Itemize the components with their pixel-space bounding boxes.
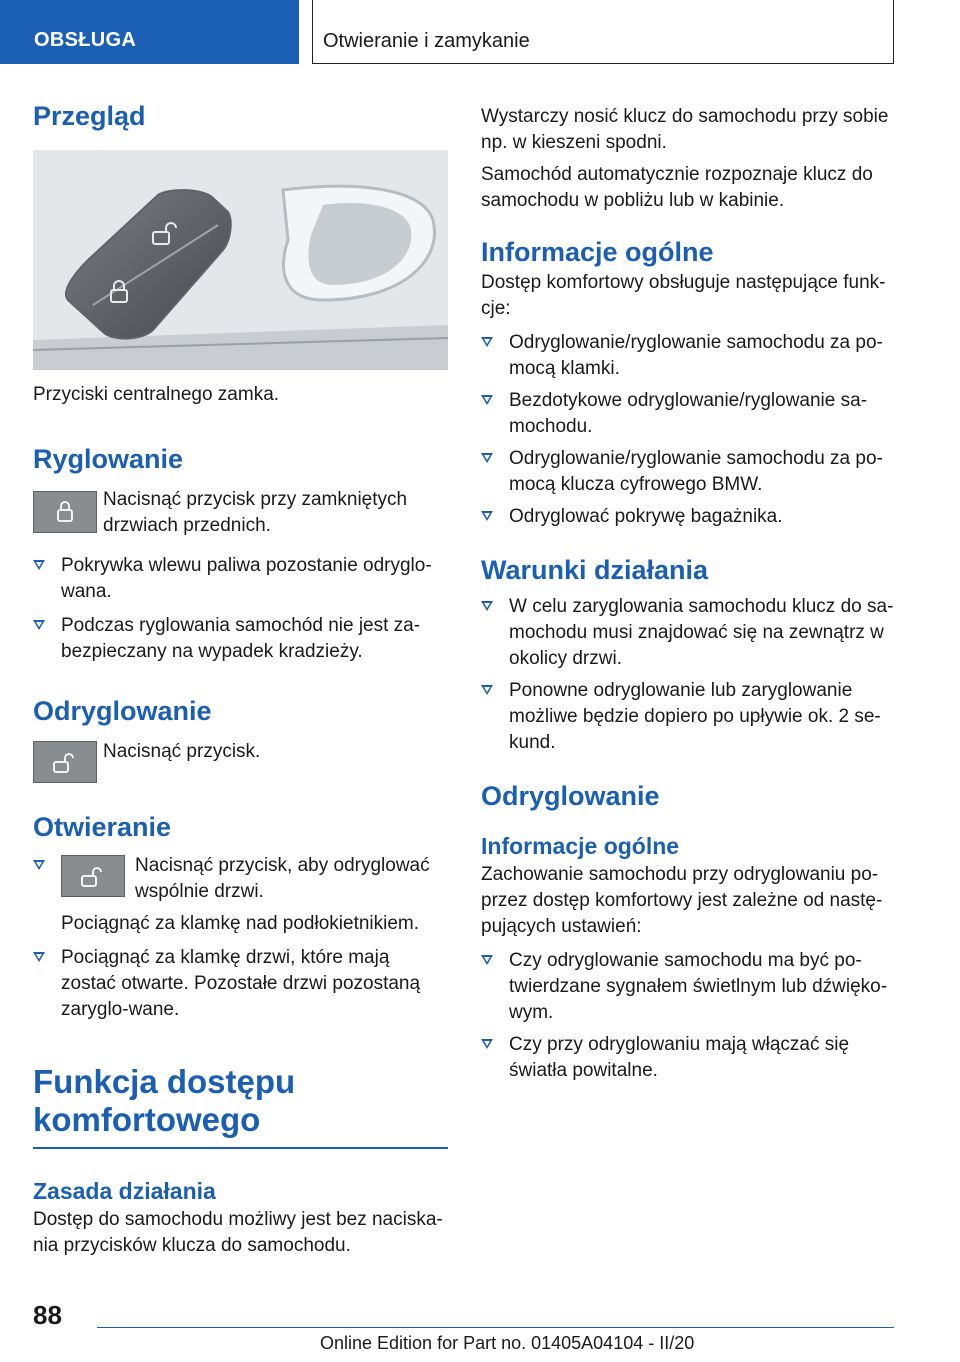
triangle-bullet-icon bbox=[481, 955, 493, 965]
list-item: Pokrywka wlewu paliwa pozostanie odryglo-wana. bbox=[33, 553, 448, 605]
list-item: Bezdotykowe odryglowanie/ryglowanie sa-mochodu. bbox=[481, 388, 896, 440]
zasada-text: Dostęp do samochodu możliwy jest bez naciska-nia przycisków klucza do samochodu. bbox=[33, 1209, 443, 1256]
lock-button-image bbox=[33, 491, 97, 533]
chapter-title: Otwieranie i zamykanie bbox=[323, 30, 530, 52]
opening-continuation: Pociągnąć za klamkę nad podłokietnikiem. bbox=[61, 913, 420, 934]
heading-funkcja: Funkcja dostępu komfortowego bbox=[33, 1063, 296, 1138]
lock-icon bbox=[34, 492, 96, 532]
list-item: Czy przy odryglowaniu mają włączać się światła powitalne. bbox=[481, 1032, 896, 1084]
list-item: Nacisnąć przycisk, aby odryglować wspólnie drzwi. bbox=[33, 853, 448, 905]
door-panel-illustration bbox=[33, 150, 448, 370]
info-text: Dostęp komfortowy obsługuje następujące funk-cje: bbox=[481, 272, 886, 319]
list-item: W celu zaryglowania samochodu klucz do sa-mochodu musi znajdować się na zewnątrz w okolicy drzwi. bbox=[481, 594, 896, 672]
list-item: Odryglowanie/ryglowanie samochodu za po-mocą klamki. bbox=[481, 330, 896, 382]
lock-instruction: Nacisnąć przycisk przy zamkniętych drzwiach przednich. bbox=[103, 489, 408, 536]
unlock-button-row bbox=[33, 739, 448, 783]
info2-text: Zachowanie samochodu przy odryglowaniu po-przez dostęp komfortowy jest zależne od nastę-pujących ustawień: bbox=[481, 864, 883, 937]
section-divider bbox=[33, 1147, 448, 1149]
triangle-bullet-icon bbox=[481, 337, 493, 347]
unlock-icon bbox=[34, 742, 96, 782]
heading-warunki: Warunki działania bbox=[481, 555, 709, 585]
unlock-icon bbox=[62, 856, 124, 896]
triangle-bullet-icon bbox=[481, 601, 493, 611]
list-item: Pociągnąć za klamkę drzwi, które mają zostać otwarte. Pozostałe drzwi pozostaną zaryglo-wane. bbox=[33, 945, 448, 1023]
triangle-bullet-icon bbox=[481, 453, 493, 463]
triangle-bullet-icon bbox=[481, 1039, 493, 1049]
list-item: Odryglować pokrywę bagażnika. bbox=[481, 504, 896, 530]
photo-caption: Przyciski centralnego zamka. bbox=[33, 384, 280, 405]
footer-edition: Online Edition for Part no. 01405A04104 - II/20 bbox=[320, 1333, 695, 1353]
intro-paragraph-2: Samochód automatycznie rozpoznaje klucz do samochodu w pobliżu lub w kabinie. bbox=[481, 164, 873, 211]
triangle-bullet-icon bbox=[33, 952, 45, 962]
lock-button-row bbox=[33, 487, 448, 539]
triangle-bullet-icon bbox=[33, 620, 45, 630]
heading-odryglowanie-right: Odryglowanie bbox=[481, 781, 660, 811]
heading-otwieranie: Otwieranie bbox=[33, 812, 172, 842]
unlock-instruction: Nacisnąć przycisk. bbox=[103, 741, 261, 762]
footer-divider bbox=[97, 1327, 894, 1328]
heading-przeglad: Przegląd bbox=[33, 101, 146, 131]
heading-informacje: Informacje ogólne bbox=[481, 237, 714, 267]
unlock-button-image bbox=[33, 741, 97, 783]
triangle-bullet-icon bbox=[481, 685, 493, 695]
unlock-button-image bbox=[61, 855, 125, 897]
section-tab bbox=[0, 0, 299, 64]
triangle-bullet-icon bbox=[33, 860, 45, 870]
chapter-tab bbox=[312, 0, 894, 64]
triangle-bullet-icon bbox=[481, 395, 493, 405]
heading-informacje-2: Informacje ogólne bbox=[481, 833, 680, 859]
door-lock-buttons-photo bbox=[33, 150, 448, 370]
intro-paragraph-1: Wystarczy nosić klucz do samochodu przy sobie np. w kieszeni spodni. bbox=[481, 106, 889, 153]
left-column bbox=[33, 100, 448, 1259]
section-title: OBSŁUGA bbox=[34, 29, 137, 51]
list-item: Podczas ryglowania samochód nie jest za-bezpieczany na wypadek kradzieży. bbox=[33, 613, 448, 665]
page-number: 88 bbox=[33, 1300, 62, 1330]
list-item: Ponowne odryglowanie lub zaryglowanie możliwe będzie dopiero po upływie ok. 2 se-kund. bbox=[481, 678, 896, 756]
heading-ryglowanie: Ryglowanie bbox=[33, 444, 184, 474]
list-item: Odryglowanie/ryglowanie samochodu za po-mocą klucza cyfrowego BMW. bbox=[481, 446, 896, 498]
list-item: Czy odryglowanie samochodu ma być po-twierdzane sygnałem świetlnym lub dźwięko-wym. bbox=[481, 948, 896, 1026]
right-column bbox=[481, 104, 896, 1084]
heading-zasada: Zasada działania bbox=[33, 1178, 216, 1204]
heading-odryglowanie: Odryglowanie bbox=[33, 696, 212, 726]
triangle-bullet-icon bbox=[33, 560, 45, 570]
triangle-bullet-icon bbox=[481, 511, 493, 521]
